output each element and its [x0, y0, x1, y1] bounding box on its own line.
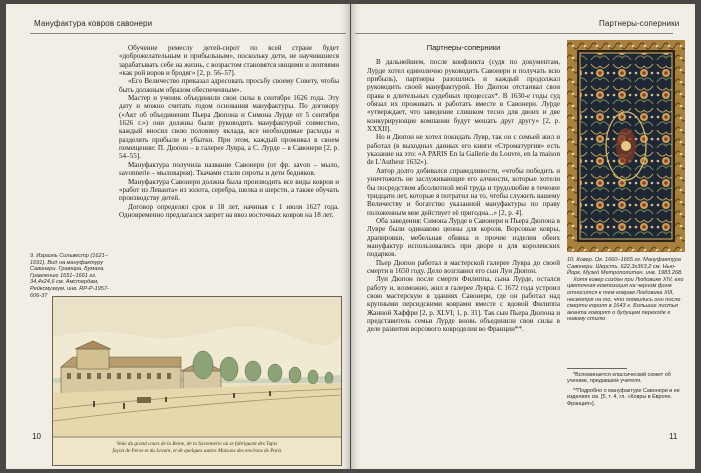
paragraph: Мастер и ученик объединили свои силы в сентябре 1626 года. Эту дату и можно считать годом основания мануфактуры. По договору («Акт об объединении Пьера Дюпона и Симона Лурде от 5 сентября 1626 г.») они должны были руководить мануфактурой совместно, каждый вносил свою половину вклада, все необходимые расходы и разделять прибыли и убытки. При этом, каждый проживал в своем помещении: П. Дюпон – в галерее Лувра, а С. Лурде – в Савонери [2, р. 54–55]. [119, 94, 339, 161]
paragraph: Пьер Дюпон работал в мастерской галерее Лувра до своей смерти в 1650 году. Дело возглавил его сын Луи Дюпон. [367, 258, 560, 275]
caption-text: Хотя ковер создан при Людовике XIV, его цветочная композиция на черном фоне относится к тем коврам Людовика XIII, несмотря на то, что появились они после смерти короля в 1643 г. Большие листья аканта говорят о будущем переходе к новому стилю [567, 276, 684, 323]
paragraph: Луи Дюпон после смерти Филиппа, сына Лурде, остался работу и, возможно, жил в галерее Лувра. С 1672 года устроил свою мастерскую в зданиях Савонери, где он работал над крупными персидскими коврами вместе с вдовой Филиппа Жанной Хаффри [2, р. XLVI; 1, р. 31]. Так сын Пьера Дюпона и представитель семьи Лурде вновь объединили свои силы в деле развития ворсового ковроделия во Франции**. [367, 275, 560, 334]
header-rule-left [30, 33, 346, 34]
right-page [351, 4, 695, 469]
paragraph: В дальнейшем, после конфликта (судя по документам, Лурде хотел единолично руководить Савонери и получать всю прибыль), партнеры разошлись и каждый продолжал руководить своей мануфактурой. Но Дюпон отстаивал свои права в длительных судебных процессах*. В 1630-е годы суд обязал их проживать и работать вместе в Савонери. Лурде «утверждает, что заведение слишком тесно для двоих и две конкурирующие компании будут мешать друг другу» [2, р. XXXII]. [367, 58, 560, 134]
right-text-column [367, 44, 560, 334]
paragraph: Но и Дюпон не хотел покидать Лувр, так он с семьей жил и работал (в выходных данных его книги «Стромaтургия» есть указание на это: «A PARIS En la Gallerie du Louvre, en la maison de L'Autheur 1632»). [367, 133, 560, 167]
paragraph: Автор долго добивался справедливости, «чтобы победить и уничтожить не заслуживающие его алчности, которые хотели бы посредством абсолютной мой труда и трудолюбие в течение тридцати лет, которые я потратил на то, чтобы служить вашему Величеству и богатство указанной мануфактуры по праву положенным мне действует её пригодна...» [2, р. 4]. [367, 166, 560, 217]
section-subheading: Партнеры-соперники [426, 43, 501, 52]
page-number-right: 11 [669, 432, 678, 441]
paragraph: Оба заведения: Симона Лурде в Савонери и Пьера Дюпона в Лувре были одинаково ценны для короля. Ворсовые ковры, драпировки, мебельная обивка и прочие изделия обеих мануфактур использовались при дворе и для королевских подарков. [367, 216, 560, 259]
left-text-column [119, 44, 339, 219]
footnote-rule [567, 368, 627, 369]
caption-text: 10. Ковер. Ок. 1660–1665 гг. Мануфактура Савонери. Шерсть. 622,3х363,2 см. Нью-Йорк, Музей Метрополитен, инв. 1983.268. [567, 257, 683, 277]
savonnerie-carpet-image [567, 40, 685, 252]
paragraph: Мануфактура Савонери должна была производить все виды ковров и «работ из Леванта» из золота, серебра, шелка и шерсти, а также обучать производству детей. [119, 177, 339, 203]
footnote: *Вспоминается классический сюжет об ученике, предавшем учителя. [567, 372, 671, 385]
paragraph: «Его Величество приказал адресовать просьбу своему Совету, чтобы быть должным образом обеспеченным». [119, 77, 339, 94]
savonnerie-engraving [52, 296, 342, 466]
footnote: **Подробно о мануфактуре Савонери и ее изделиях см. [5, т. 4, гл. «Ковры в Европе. Франция»]. [567, 387, 680, 407]
paragraph: Мануфактура получила название Савонери (от фр. savon – мыло, savonnerie – мыловарня). Ткачами стали сироты и дети бедняков. [119, 160, 339, 178]
engraving-picture [53, 297, 341, 465]
page-number-left: 10 [32, 432, 41, 441]
figure-9-caption [30, 253, 115, 299]
engraving-inscription: Veüe du grand cours de la Reine, de la Savonnerie où se fabriquent des Tapis [116, 441, 278, 447]
footnotes [567, 372, 685, 410]
paragraph: Обучение ремеслу детей-сирот по всей стране будет «доброжелательным и прибыльным», поскольку дети, не научившиеся зарабатывать себе на жизнь, с возрастом становятся нищими и лентяями «как рой воров и бродяг» [2, р. 56–57]. [119, 44, 339, 78]
paragraph: Договор определял срок в 18 лет, начиная с 1 июля 1627 года. Одновременно предлагался запрет на ввоз восточных ковров на 18 лет. [119, 202, 339, 219]
book-spread [6, 4, 695, 469]
engraving-inscription: façon de Perse et du Levant, et de quelques autres Maisons des environs de Paris [112, 448, 282, 454]
header-rule-right [355, 33, 673, 34]
left-page [6, 4, 350, 469]
running-head-right: Партнеры-соперники [599, 19, 680, 28]
running-head-left: Мануфактура ковров савонери [34, 19, 153, 28]
figure-10-caption [567, 257, 687, 323]
carpet-picture [567, 40, 685, 252]
caption-text: 9. Израэль Сильвестр (1621–1691). Вид на мануфактуру Савонери. Гравюра. Бумага. Гравлению 1651–1661 гг. 34,4х24,6 см. Амстердам, Рейксмузеум, инв. RP-P-1957-606-37 [30, 253, 109, 299]
